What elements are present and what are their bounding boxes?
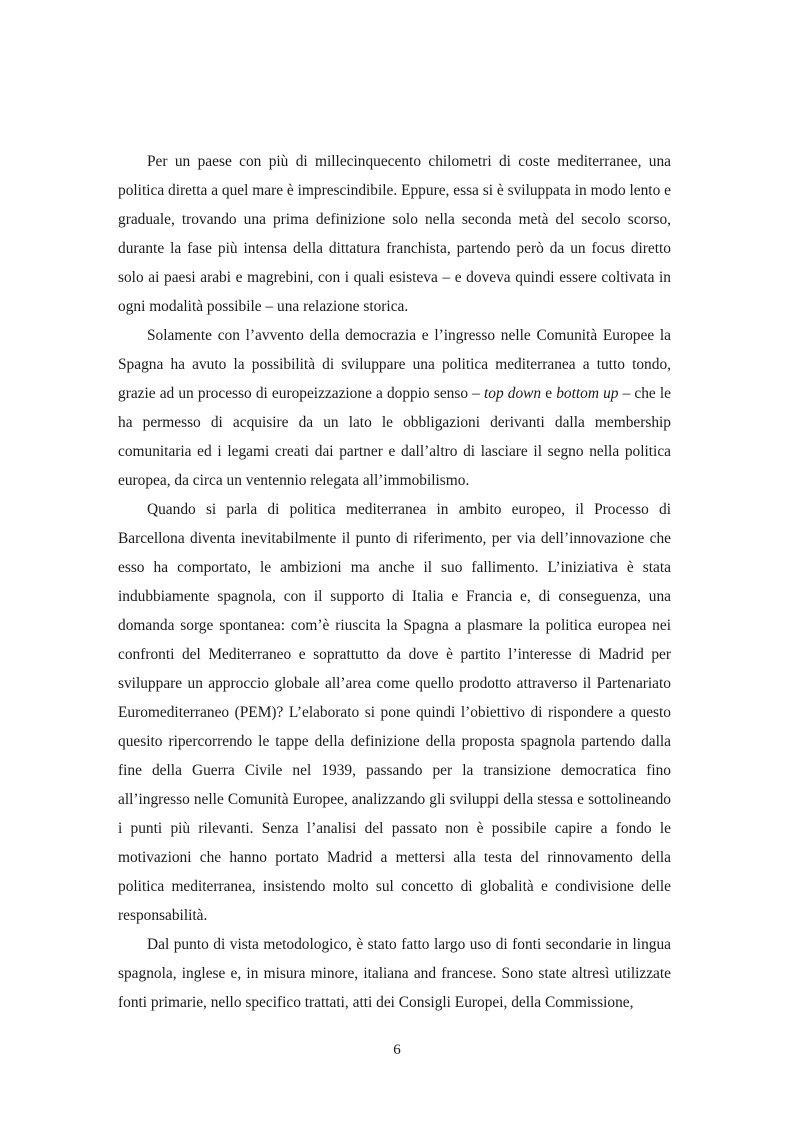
paragraph-4-text: Dal punto di vista metodologico, è stato fatto largo uso di fonti secondarie in lingua spagnola, inglese e, in misura minore, italiana and francese. Sono state altresì utilizzate fonti primarie, nello specifico trattati, atti dei Consigli Europei, della Commissione, xyxy=(118,936,671,1011)
paragraph-2-text-c: – che le ha permesso di acquisire da un lato le obbligazioni derivanti dalla membership comunitaria ed i legami creati dai partner e dall’altro di lasciare il segno nella politica europea, da circa un ventennio relegata all’immobilismo. xyxy=(118,385,671,489)
paragraph-2-text-a: Solamente con l’avvento della democrazia e l’ingresso nelle Comunità Europee la Spagna ha avuto la possibilità di sviluppare una politica mediterranea a tutto tondo, grazie ad un processo di europeizzazione a doppio senso – xyxy=(118,327,671,402)
page-number: 6 xyxy=(393,1042,401,1058)
paragraph-1 xyxy=(118,147,671,321)
paragraph-4 xyxy=(118,930,671,1017)
paragraph-3 xyxy=(118,495,671,930)
term-bottom-up: bottom up xyxy=(556,385,619,402)
term-top-down: top down xyxy=(483,385,542,402)
paragraph-3-text: Quando si parla di politica mediterranea in ambito europeo, il Processo di Barcellona diventa inevitabilmente il punto di riferimento, per via dell’innovazione che esso ha comportato, le ambizioni ma anche il suo fallimento. L’iniziativa è stata indubbiamente spagnola, con il supporto di Italia e Francia e, di conseguenza, una domanda sorge spontanea: com’è riuscita la Spagna a plasmare la politica europea nei confronti del Mediterraneo e soprattutto da dove è partito l’interesse di Madrid per sviluppare un approccio globale all’area come quello prodotto attraverso il Partenariato Euromediterraneo (PEM)? L’elaborato si pone quindi l’obiettivo di rispondere a questo quesito ripercorrendo le tappe della definizione della proposta spagnola partendo dalla fine della Guerra Civile nel 1939, passando per la transizione democratica fino all’ingresso nelle Comunità Europee, analizzando gli sviluppi della stessa e sottolineando i punti più rilevanti. Senza l’analisi del passato non è possibile capire a fondo le motivazioni che hanno portato Madrid a mettersi alla testa del rinnovamento della politica mediterranea, insistendo molto sul concetto di globalità e condivisione delle responsabilità. xyxy=(118,501,671,924)
paragraph-1-text: Per un paese con più di millecinquecento chilometri di coste mediterranee, una politica diretta a quel mare è imprescindibile. Eppure, essa si è sviluppata in modo lento e graduale, trovando una prima definizione solo nella seconda metà del secolo scorso, durante la fase più intensa della dittatura franchista, partendo però da un focus diretto solo ai paesi arabi e magrebini, con i quali esisteva – e doveva quindi essere coltivata in ogni modalità possibile – una relazione storica. xyxy=(118,153,671,315)
paragraph-2 xyxy=(118,321,671,495)
paragraph-2-text-b: e xyxy=(541,385,557,402)
body-text xyxy=(118,147,671,1017)
